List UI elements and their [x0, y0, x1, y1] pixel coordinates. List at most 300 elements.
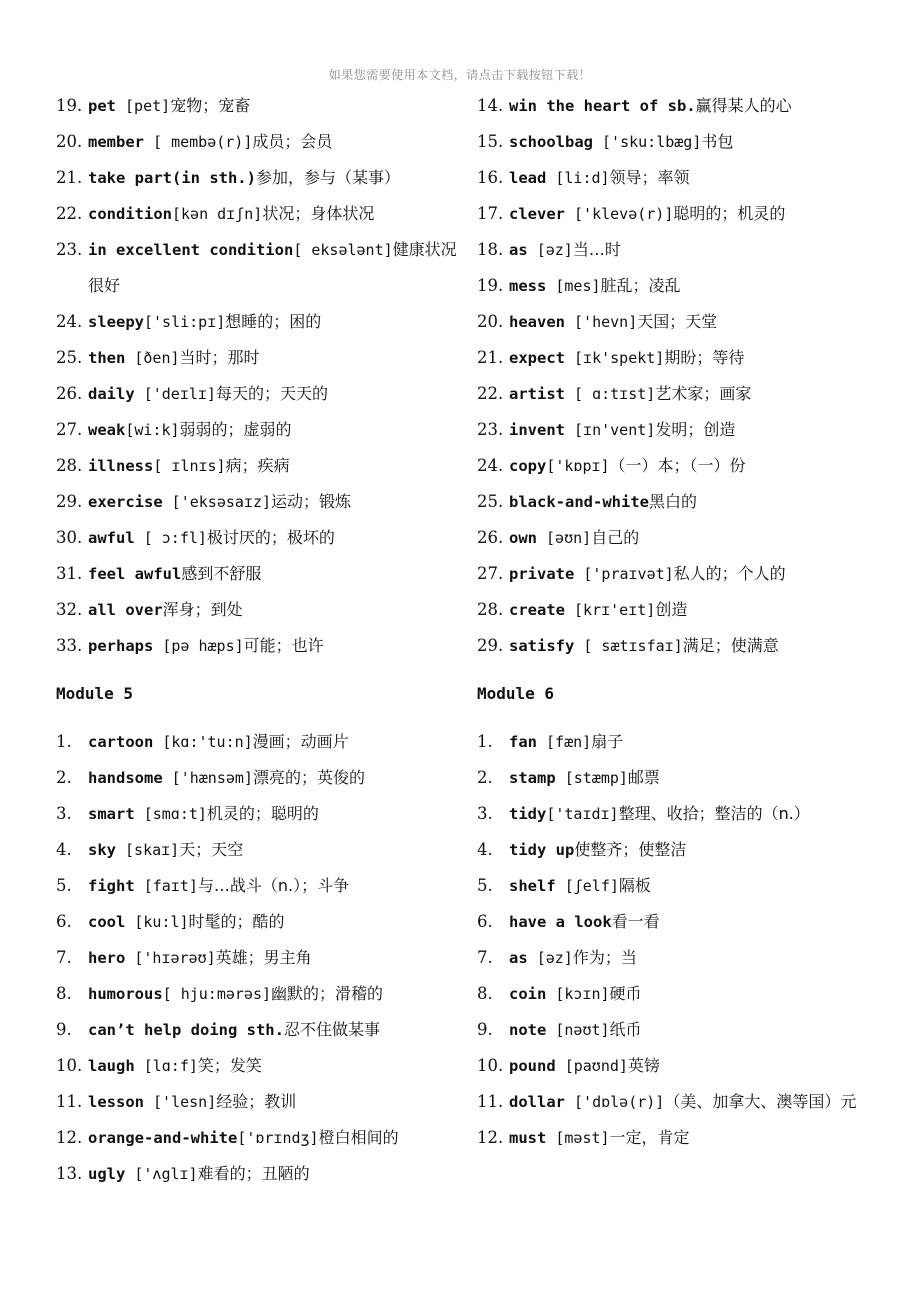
entry-text	[88, 88, 466, 124]
vocab-entry	[477, 1012, 887, 1048]
entry-word: in excellent condition	[88, 241, 294, 259]
entry-number: 2.	[56, 768, 72, 787]
entry-phonetic: [ɪn'vent]	[565, 421, 656, 439]
entry-word: member	[88, 133, 144, 151]
entry-meaning: 作为；当	[572, 948, 637, 967]
entry-text	[88, 232, 466, 304]
entry-number: 24.	[477, 456, 504, 475]
entry-number: 1.	[56, 732, 72, 751]
vocab-entry	[477, 868, 887, 904]
entry-word: sleepy	[88, 313, 144, 331]
entry-text	[509, 976, 887, 1012]
entry-text	[88, 376, 466, 412]
vocab-entry	[56, 1012, 466, 1048]
entry-number: 9.	[477, 1020, 493, 1039]
entry-text	[88, 412, 466, 448]
entry-number: 13.	[56, 1164, 83, 1183]
entry-meaning: 漂亮的；英俊的	[252, 768, 365, 787]
entry-number: 22.	[477, 384, 504, 403]
entry-meaning: 当…时	[572, 240, 621, 259]
vocab-entry	[477, 556, 887, 592]
entry-phonetic: [pet]	[116, 97, 171, 115]
entry-text	[88, 448, 466, 484]
entry-meaning: 英镑	[627, 1056, 660, 1075]
entry-text	[509, 484, 887, 520]
entry-number: 25.	[477, 492, 504, 511]
entry-meaning: （美、加拿大、澳等国）元	[664, 1092, 857, 1111]
entry-meaning: 忍不住做某事	[283, 1020, 380, 1039]
vocab-entry	[477, 160, 887, 196]
entry-meaning: 成员；会员	[252, 132, 333, 151]
vocab-entry	[477, 1120, 887, 1156]
vocab-entry	[56, 832, 466, 868]
entry-meaning: 难看的；丑陋的	[197, 1164, 310, 1183]
vocab-entry	[477, 832, 887, 868]
vocab-entry	[477, 520, 887, 556]
entry-word: mess	[509, 277, 547, 295]
left-column-top	[56, 88, 466, 664]
entry-meaning: 机灵的；聪明的	[206, 804, 319, 823]
entry-number: 7.	[56, 948, 72, 967]
vocab-entry	[477, 196, 887, 232]
vocab-entry	[56, 484, 466, 520]
entry-phonetic: [kɔɪn]	[546, 985, 610, 1003]
entry-number: 2.	[477, 768, 493, 787]
vocab-entry	[477, 268, 887, 304]
vocab-entry	[477, 904, 887, 940]
entry-meaning: 自己的	[591, 528, 640, 547]
entry-number: 18.	[477, 240, 504, 259]
entry-text	[88, 868, 466, 904]
vocab-entry	[477, 628, 887, 664]
entry-text	[88, 628, 466, 664]
watermark-text: 如果您需要使用本文档，请点击下载按钮下载！	[328, 68, 592, 82]
entry-word: copy	[509, 457, 547, 475]
vocab-entry	[477, 340, 887, 376]
entry-number: 9.	[56, 1020, 72, 1039]
entry-word: cartoon	[88, 733, 154, 751]
entry-phonetic: [pə hæps]	[153, 637, 244, 655]
entry-phonetic: [ku:l]	[125, 913, 189, 931]
entry-phonetic: [faɪt]	[134, 877, 198, 895]
entry-word: laugh	[88, 1057, 135, 1075]
entry-word: as	[509, 949, 528, 967]
entry-number: 30.	[56, 528, 83, 547]
entry-meaning: 创造	[655, 600, 688, 619]
vocab-entry	[56, 124, 466, 160]
entry-phonetic: [smɑ:t]	[134, 805, 207, 823]
entry-number: 29.	[56, 492, 83, 511]
entry-number: 24.	[56, 312, 83, 331]
entry-meaning: 可能；也许	[243, 636, 324, 655]
entry-word: schoolbag	[509, 133, 593, 151]
vocab-entry	[56, 412, 466, 448]
entry-phonetic: ['hɪərəʊ]	[125, 949, 216, 967]
entry-number: 29.	[477, 636, 504, 655]
entry-meaning: 与…战斗（n.）；斗争	[197, 876, 350, 895]
entry-text	[509, 760, 887, 796]
entry-text	[88, 592, 466, 628]
vocab-entry	[477, 592, 887, 628]
entry-word: pet	[88, 97, 116, 115]
entry-meaning: （一）本；（一）份	[609, 456, 746, 475]
entry-meaning: 状况；身体状况	[262, 204, 375, 223]
entry-number: 1.	[477, 732, 493, 751]
entry-text	[509, 796, 887, 832]
entry-word: all over	[88, 601, 163, 619]
entry-meaning: 硬币	[609, 984, 642, 1003]
entry-word: cool	[88, 913, 126, 931]
entry-phonetic: ['eksəsaɪz]	[162, 493, 272, 511]
entry-word: invent	[509, 421, 565, 439]
vocab-entry	[477, 484, 887, 520]
entry-meaning: 时髦的；酷的	[188, 912, 285, 931]
entry-text	[509, 88, 887, 124]
entry-phonetic: [fæn]	[537, 733, 592, 751]
entry-meaning: 极讨厌的；极坏的	[206, 528, 335, 547]
entry-meaning: 天；天空	[179, 840, 244, 859]
entry-phonetic: [lɑ:f]	[134, 1057, 198, 1075]
vocab-entry	[56, 304, 466, 340]
entry-text	[88, 1048, 466, 1084]
entry-phonetic: [ʃelf]	[555, 877, 619, 895]
right-column-top	[477, 88, 887, 664]
entry-text	[88, 1156, 466, 1192]
entry-word: orange-and-white	[88, 1129, 238, 1147]
vocab-entry	[477, 940, 887, 976]
entry-phonetic: [krɪ'eɪt]	[565, 601, 656, 619]
vocab-entry	[56, 1156, 466, 1192]
vocab-entry	[56, 940, 466, 976]
vocab-entry	[56, 556, 466, 592]
entry-meaning: 书包	[701, 132, 734, 151]
entry-meaning: 漫画；动画片	[252, 732, 349, 751]
vocab-entry	[477, 232, 887, 268]
entry-phonetic: [ ɑ:tɪst]	[565, 385, 656, 403]
entry-number: 3.	[56, 804, 72, 823]
entry-meaning: 满足；使满意	[682, 636, 779, 655]
entry-number: 17.	[477, 204, 504, 223]
entry-phonetic: ['klevə(r)]	[565, 205, 674, 223]
entry-word: lead	[509, 169, 547, 187]
entry-word: pound	[509, 1057, 556, 1075]
entry-number: 14.	[477, 96, 504, 115]
entry-meaning: 每天的；天天的	[215, 384, 328, 403]
entry-word: tidy up	[509, 841, 575, 859]
entry-meaning: 黑白的	[648, 492, 697, 511]
entry-word: artist	[509, 385, 565, 403]
entry-number: 6.	[56, 912, 72, 931]
entry-word: note	[509, 1021, 547, 1039]
entry-number: 20.	[56, 132, 83, 151]
entry-number: 16.	[477, 168, 504, 187]
entry-phonetic: [ ɪlnɪs]	[153, 457, 226, 475]
entry-text	[88, 484, 466, 520]
entry-word: awful	[88, 529, 135, 547]
entry-number: 23.	[477, 420, 504, 439]
vocab-entry	[477, 724, 887, 760]
entry-number: 20.	[477, 312, 504, 331]
entry-word: handsome	[88, 769, 163, 787]
entry-meaning: 使整齐；使整洁	[574, 840, 687, 859]
entry-word: tidy	[509, 805, 547, 823]
entry-phonetic: [mes]	[546, 277, 601, 295]
entry-meaning: 天国；天堂	[637, 312, 718, 331]
entry-meaning: 幽默的；滑稽的	[271, 984, 384, 1003]
vocab-entry	[477, 760, 887, 796]
entry-phonetic: [əʊn]	[537, 529, 592, 547]
entry-word: satisfy	[509, 637, 575, 655]
entry-meaning: 浑身；到处	[162, 600, 243, 619]
entry-phonetic: [li:d]	[546, 169, 610, 187]
entry-phonetic: [ sætɪsfaɪ]	[574, 637, 683, 655]
entry-text	[88, 760, 466, 796]
entry-number: 27.	[56, 420, 83, 439]
entry-word: create	[509, 601, 565, 619]
entry-text	[509, 196, 887, 232]
entry-word: sky	[88, 841, 116, 859]
entry-phonetic: ['sli:pɪ]	[144, 313, 226, 331]
entry-text	[88, 196, 466, 232]
entry-phonetic: [kən dɪʃn]	[172, 205, 263, 223]
entry-number: 10.	[56, 1056, 83, 1075]
entry-word: black-and-white	[509, 493, 649, 511]
entry-text	[509, 1048, 887, 1084]
entry-text	[509, 412, 887, 448]
entry-phonetic: [əz]	[527, 241, 573, 259]
entry-text	[509, 592, 887, 628]
entry-number: 11.	[477, 1092, 504, 1111]
entry-text	[88, 724, 466, 760]
entry-meaning: 私人的；个人的	[673, 564, 786, 583]
vocab-entry	[56, 976, 466, 1012]
entry-text	[88, 520, 466, 556]
entry-meaning: 弱弱的；虚弱的	[179, 420, 292, 439]
entry-meaning: 健康状况很好	[88, 240, 457, 295]
vocab-entry	[477, 124, 887, 160]
entry-number: 3.	[477, 804, 493, 823]
entry-number: 6.	[477, 912, 493, 931]
entry-word: hero	[88, 949, 126, 967]
vocab-entry	[56, 232, 466, 304]
entry-number: 4.	[477, 840, 493, 859]
entry-word: feel awful	[88, 565, 182, 583]
entry-word: win the heart of sb.	[509, 97, 696, 115]
entry-meaning: 英雄；男主角	[215, 948, 312, 967]
entry-number: 22.	[56, 204, 83, 223]
module-5-title: Module 5	[56, 684, 134, 703]
entry-number: 7.	[477, 948, 493, 967]
vocab-entry	[56, 724, 466, 760]
entry-phonetic: [ðen]	[125, 349, 180, 367]
entry-word: heaven	[509, 313, 565, 331]
entry-text	[509, 268, 887, 304]
entry-number: 12.	[477, 1128, 504, 1147]
entry-text	[88, 304, 466, 340]
module-6-title: Module 6	[477, 684, 555, 703]
vocab-entry	[477, 376, 887, 412]
entry-phonetic: [nəʊt]	[546, 1021, 610, 1039]
vocab-entry	[477, 796, 887, 832]
entry-number: 5.	[56, 876, 72, 895]
vocab-entry	[56, 340, 466, 376]
entry-word: take part(in sth.)	[88, 169, 256, 187]
entry-text	[509, 1084, 887, 1120]
entry-meaning: 脏乱；凌乱	[600, 276, 681, 295]
entry-word: as	[509, 241, 528, 259]
entry-text	[88, 1084, 466, 1120]
vocab-entry	[56, 160, 466, 196]
entry-word: coin	[509, 985, 547, 1003]
vocab-entry	[477, 1084, 887, 1120]
entry-text	[88, 340, 466, 376]
entry-text	[509, 1012, 887, 1048]
entry-meaning: 纸币	[609, 1020, 642, 1039]
vocab-entry	[477, 448, 887, 484]
entry-meaning: 当时；那时	[179, 348, 260, 367]
entry-phonetic: ['ʌglɪ]	[125, 1165, 198, 1183]
entry-text	[88, 124, 466, 160]
entry-meaning: 参加，参与（某事）	[255, 168, 400, 187]
entry-meaning: 赢得某人的心	[695, 96, 792, 115]
entry-phonetic: ['taɪdɪ]	[546, 805, 619, 823]
entry-text	[509, 124, 887, 160]
entry-meaning: 看一看	[611, 912, 660, 931]
entry-word: clever	[509, 205, 565, 223]
entry-word: daily	[88, 385, 135, 403]
entry-word: dollar	[509, 1093, 565, 1111]
vocab-entry	[477, 88, 887, 124]
entry-phonetic: ['hevn]	[565, 313, 638, 331]
vocab-entry	[56, 376, 466, 412]
entry-number: 27.	[477, 564, 504, 583]
entry-text	[509, 376, 887, 412]
entry-text	[509, 160, 887, 196]
entry-meaning: 运动；锻炼	[271, 492, 352, 511]
entry-word: expect	[509, 349, 565, 367]
vocab-entry	[56, 592, 466, 628]
vocab-entry	[56, 1120, 466, 1156]
entry-word: condition	[88, 205, 172, 223]
entry-meaning: 聪明的；机灵的	[673, 204, 786, 223]
vocab-entry	[56, 1048, 466, 1084]
entry-meaning: 隔板	[618, 876, 651, 895]
entry-phonetic: ['lesn]	[144, 1093, 217, 1111]
entry-phonetic: [ ɔ:fl]	[134, 529, 207, 547]
entry-phonetic: [məst]	[546, 1129, 610, 1147]
vocab-entry	[56, 868, 466, 904]
entry-word: stamp	[509, 769, 556, 787]
vocab-entry	[56, 88, 466, 124]
entry-word: own	[509, 529, 537, 547]
entry-word: illness	[88, 457, 154, 475]
entry-phonetic: ['sku:lbæg]	[593, 133, 702, 151]
entry-text	[88, 556, 466, 592]
entry-phonetic: [skaɪ]	[116, 841, 180, 859]
entry-meaning: 扇子	[591, 732, 624, 751]
entry-phonetic: [ membə(r)]	[144, 133, 253, 151]
vocab-entry	[477, 1048, 887, 1084]
entry-text	[88, 1012, 466, 1048]
entry-phonetic: ['hænsəm]	[162, 769, 253, 787]
entry-text	[509, 520, 887, 556]
entry-meaning: 病；疾病	[225, 456, 290, 475]
entry-meaning: 邮票	[627, 768, 660, 787]
entry-number: 12.	[56, 1128, 83, 1147]
entry-word: weak	[88, 421, 126, 439]
entry-text	[509, 832, 887, 868]
entry-phonetic: ['kɒpɪ]	[546, 457, 610, 475]
entry-number: 28.	[477, 600, 504, 619]
entry-text	[509, 340, 887, 376]
entry-phonetic: [kɑ:'tu:n]	[153, 733, 253, 751]
entry-text	[509, 724, 887, 760]
vocab-entry	[56, 1084, 466, 1120]
entry-text	[88, 976, 466, 1012]
entry-word: shelf	[509, 877, 556, 895]
entry-word: exercise	[88, 493, 163, 511]
entry-text	[88, 904, 466, 940]
module-6-section	[477, 676, 887, 1156]
entry-text	[509, 904, 887, 940]
entry-text	[88, 160, 466, 196]
entry-number: 15.	[477, 132, 504, 151]
entry-word: private	[509, 565, 575, 583]
entry-meaning: 宠物；宠畜	[170, 96, 251, 115]
entry-number: 4.	[56, 840, 72, 859]
entry-phonetic: [ eksələnt]	[293, 241, 393, 259]
entry-meaning: 想睡的；困的	[225, 312, 322, 331]
entry-number: 28.	[56, 456, 83, 475]
entry-word: fan	[509, 733, 537, 751]
vocab-entry	[56, 796, 466, 832]
entry-phonetic: ['deɪlɪ]	[134, 385, 216, 403]
vocab-entry	[56, 448, 466, 484]
entry-word: fight	[88, 877, 135, 895]
vocab-entry	[56, 196, 466, 232]
entry-phonetic: [paʊnd]	[555, 1057, 628, 1075]
entry-phonetic: [wi:k]	[125, 421, 180, 439]
vocab-entry	[56, 760, 466, 796]
entry-text	[509, 628, 887, 664]
entry-phonetic: ['ɒrɪndʒ]	[237, 1129, 319, 1147]
entry-meaning: 领导；率领	[609, 168, 690, 187]
entry-number: 5.	[477, 876, 493, 895]
vocab-entry	[56, 628, 466, 664]
entry-number: 26.	[477, 528, 504, 547]
entry-text	[509, 232, 887, 268]
entry-text	[88, 796, 466, 832]
entry-word: then	[88, 349, 126, 367]
entry-number: 32.	[56, 600, 83, 619]
entry-meaning: 期盼；等待	[664, 348, 745, 367]
entry-meaning: 整理、收拾；整洁的（n.）	[618, 804, 810, 823]
entry-meaning: 笑；发笑	[197, 1056, 262, 1075]
entry-phonetic: ['praɪvət]	[574, 565, 674, 583]
entry-number: 8.	[56, 984, 72, 1003]
entry-word: can’t help doing sth.	[88, 1021, 284, 1039]
entry-phonetic: ['dɒlə(r)]	[565, 1093, 665, 1111]
vocab-entry	[477, 304, 887, 340]
entry-word: smart	[88, 805, 135, 823]
entry-number: 31.	[56, 564, 83, 583]
entry-text	[509, 304, 887, 340]
entry-meaning: 一定，肯定	[609, 1128, 690, 1147]
entry-phonetic: [ hju:mərəs]	[162, 985, 272, 1003]
entry-text	[88, 940, 466, 976]
entry-word: perhaps	[88, 637, 154, 655]
vocab-entry	[56, 520, 466, 556]
